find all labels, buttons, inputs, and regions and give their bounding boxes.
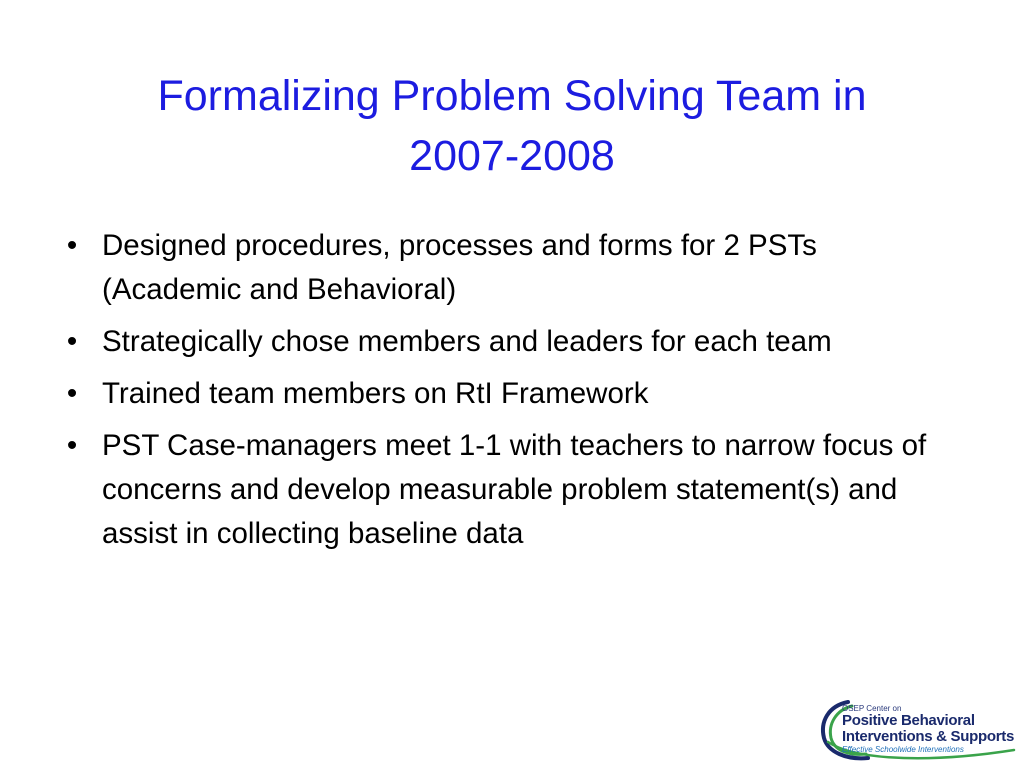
bullet-text: Strategically chose members and leaders for each team <box>102 325 832 358</box>
bullet-list <box>62 224 962 564</box>
bullet-item <box>62 224 962 312</box>
bullet-item <box>62 320 962 364</box>
bullet-dot-icon: • <box>66 429 78 462</box>
pbis-logo <box>818 698 1018 762</box>
bullet-item <box>62 424 962 556</box>
bullet-text: Designed procedures, processes and forms for 2 PSTs (Academic and Behavioral) <box>102 229 817 306</box>
pbis-logo-text <box>842 704 1020 755</box>
bullet-dot-icon: • <box>66 377 78 410</box>
bullet-text: PST Case-managers meet 1-1 with teachers to narrow focus of concerns and develop measurable problem statement(s) and assist in collecting baseline data <box>102 429 927 550</box>
slide-title-line-2: 2007-2008 <box>409 132 615 180</box>
logo-line-2: Interventions & Supports <box>842 728 1014 745</box>
logo-tagline: Effective Schoolwide Interventions <box>842 745 964 754</box>
bullet-text: Trained team members on RtI Framework <box>102 377 649 410</box>
logo-line-1: Positive Behavioral <box>842 712 975 729</box>
bullet-item <box>62 372 962 416</box>
slide-title-line-1: Formalizing Problem Solving Team in <box>157 72 867 120</box>
bullet-dot-icon: • <box>66 325 78 358</box>
slide-title <box>60 66 964 186</box>
logo-top-line: OSEP Center on <box>842 704 902 713</box>
bullet-dot-icon: • <box>66 229 78 262</box>
